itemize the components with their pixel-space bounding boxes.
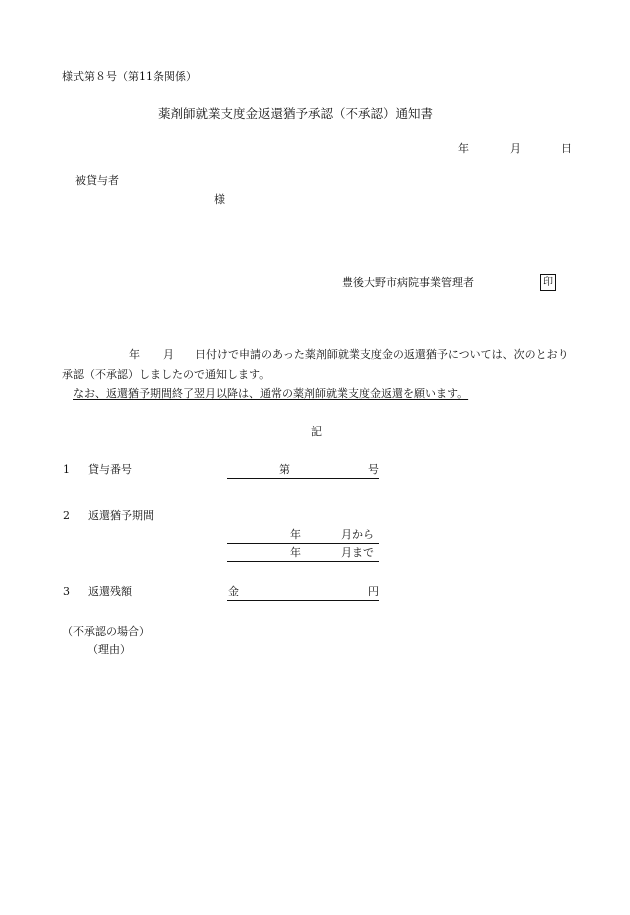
- body-line-2: 承認（不承認）しましたので通知します。: [62, 368, 271, 381]
- date-day: 日: [561, 142, 572, 155]
- underline: [227, 478, 379, 479]
- item-label: 返還猶予期間: [88, 509, 154, 522]
- issuer-name: 豊後大野市病院事業管理者: [342, 276, 474, 289]
- date-month: 月: [510, 142, 521, 155]
- period-to-month: 月まで: [341, 546, 374, 559]
- item-label: 貸与番号: [88, 463, 132, 476]
- item-number: 2: [63, 509, 70, 522]
- underline: [227, 543, 379, 544]
- loan-prefix: 第: [279, 463, 290, 476]
- disapproval-header: （不承認の場合）: [62, 625, 150, 638]
- balance-suffix: 円: [368, 585, 379, 598]
- date-year: 年: [458, 142, 469, 155]
- item-number: 1: [63, 463, 70, 476]
- body-month: 月: [163, 348, 174, 361]
- period-from-year: 年: [290, 528, 301, 541]
- underline: [227, 561, 379, 562]
- loan-suffix: 号: [368, 463, 379, 476]
- balance-prefix: 金: [228, 585, 239, 598]
- item-label: 返還残額: [88, 585, 132, 598]
- period-to-year: 年: [290, 546, 301, 559]
- form-label: 様式第８号（第11条関係）: [62, 70, 197, 83]
- seal-mark: 印: [540, 274, 556, 291]
- document-title: 薬剤師就業支度金返還猶予承認（不承認）通知書: [158, 106, 434, 121]
- item-number: 3: [63, 585, 70, 598]
- ki-heading: 記: [311, 425, 322, 438]
- body-line-3: なお、返還猶予期間終了翌月以降は、通常の薬剤師就業支度金返還を願います。: [73, 387, 469, 400]
- body-line-1: 日付けで申請のあった薬剤師就業支度金の返還猶予については、次のとおり: [195, 348, 569, 361]
- honorific: 様: [214, 193, 225, 206]
- body-year: 年: [129, 348, 140, 361]
- period-from-month: 月から: [341, 528, 374, 541]
- underline: [227, 600, 379, 601]
- borrower-label: 被貸与者: [75, 174, 119, 187]
- reason-label: （理由）: [87, 643, 131, 656]
